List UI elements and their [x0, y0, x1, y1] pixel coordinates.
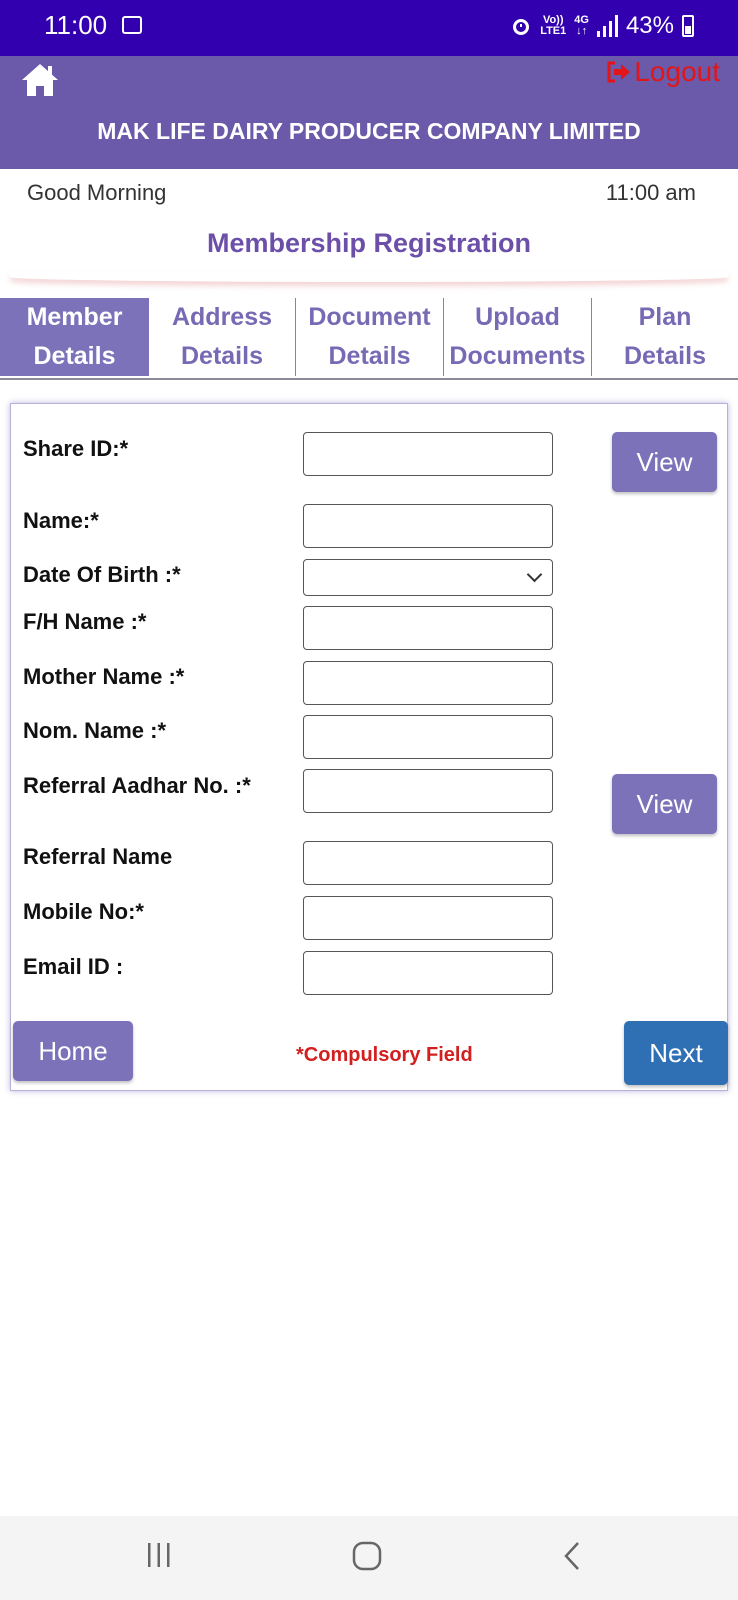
tab-upload-documents[interactable] — [443, 298, 591, 376]
tab-document-details[interactable] — [295, 298, 443, 376]
member-details-form — [10, 403, 728, 1091]
tab-label-line1: Plan — [638, 303, 692, 331]
registration-tabs — [0, 298, 738, 380]
system-nav-bar — [0, 1516, 738, 1600]
share-id-view-button[interactable]: View — [612, 432, 717, 492]
email-label: Email ID : — [23, 954, 124, 979]
app-header — [0, 56, 738, 169]
name-label: Name:* — [23, 508, 99, 533]
tab-plan-details[interactable] — [591, 298, 738, 376]
signal-icon — [597, 15, 618, 37]
tab-member-details[interactable] — [0, 298, 149, 376]
volte-bottom: LTE1 — [540, 25, 567, 37]
logout-label: Logout — [634, 56, 720, 87]
greeting-text: Good Morning — [27, 180, 167, 205]
network-type — [574, 15, 589, 37]
alarm-icon — [510, 15, 532, 37]
referral-view-button[interactable]: View — [612, 774, 717, 834]
share-id-label: Share ID:* — [23, 436, 129, 461]
fh-name-label: F/H Name :* — [23, 609, 147, 634]
email-input[interactable] — [303, 951, 553, 995]
referral-aadhar-label: Referral Aadhar No. :* — [23, 773, 251, 798]
volte-indicator — [540, 15, 566, 37]
page-title: Membership Registration — [206, 228, 532, 258]
mobile-input[interactable] — [303, 896, 553, 940]
referral-name-input[interactable] — [303, 841, 553, 885]
network-label: 4G — [574, 14, 589, 26]
tab-label-line2: Details — [33, 342, 116, 370]
tab-label-line1: Address — [171, 303, 273, 331]
mother-name-label: Mother Name :* — [23, 664, 185, 689]
logout-button[interactable] — [606, 56, 720, 88]
compulsory-note: *Compulsory Field — [296, 1044, 473, 1066]
greeting-time: 11:00 am — [605, 180, 696, 205]
share-id-input[interactable] — [303, 432, 553, 476]
status-icons — [510, 12, 694, 40]
tab-label-line2: Details — [328, 342, 411, 370]
home-icon[interactable] — [20, 60, 60, 100]
home-nav-icon[interactable] — [351, 1540, 383, 1572]
dob-label: Date Of Birth :* — [23, 562, 181, 587]
title-divider — [10, 272, 728, 282]
tab-label-line2: Documents — [449, 342, 586, 370]
tab-label-line1: Document — [308, 303, 431, 331]
logout-icon — [606, 60, 632, 84]
mobile-label: Mobile No:* — [23, 899, 144, 924]
gallery-icon — [122, 16, 142, 34]
tab-label-line1: Upload — [475, 303, 560, 331]
tab-address-details[interactable] — [149, 298, 295, 376]
dob-select[interactable] — [303, 559, 553, 596]
battery-percent: 43% — [625, 12, 674, 39]
home-button[interactable]: Home — [13, 1021, 133, 1081]
company-name: MAK LIFE DAIRY PRODUCER COMPANY LIMITED — [97, 118, 641, 144]
referral-aadhar-input[interactable] — [303, 769, 553, 813]
fh-name-input[interactable] — [303, 606, 553, 650]
tab-label-line1: Member — [26, 303, 123, 331]
mother-name-input[interactable] — [303, 661, 553, 705]
referral-name-label: Referral Name — [23, 844, 173, 869]
data-arrows-icon: ↓↑ — [576, 25, 588, 37]
back-icon[interactable] — [560, 1540, 584, 1572]
next-button[interactable]: Next — [624, 1021, 728, 1085]
nominee-name-label: Nom. Name :* — [23, 718, 167, 743]
volte-top: Vo)) — [542, 14, 564, 26]
tab-label-line2: Details — [181, 342, 263, 370]
status-bar — [0, 0, 738, 56]
status-time: 11:00 — [44, 10, 108, 40]
nominee-name-input[interactable] — [303, 715, 553, 759]
tab-label-line2: Details — [624, 342, 706, 370]
battery-icon — [682, 15, 694, 37]
name-input[interactable] — [303, 504, 553, 548]
recent-apps-icon[interactable] — [144, 1540, 174, 1570]
